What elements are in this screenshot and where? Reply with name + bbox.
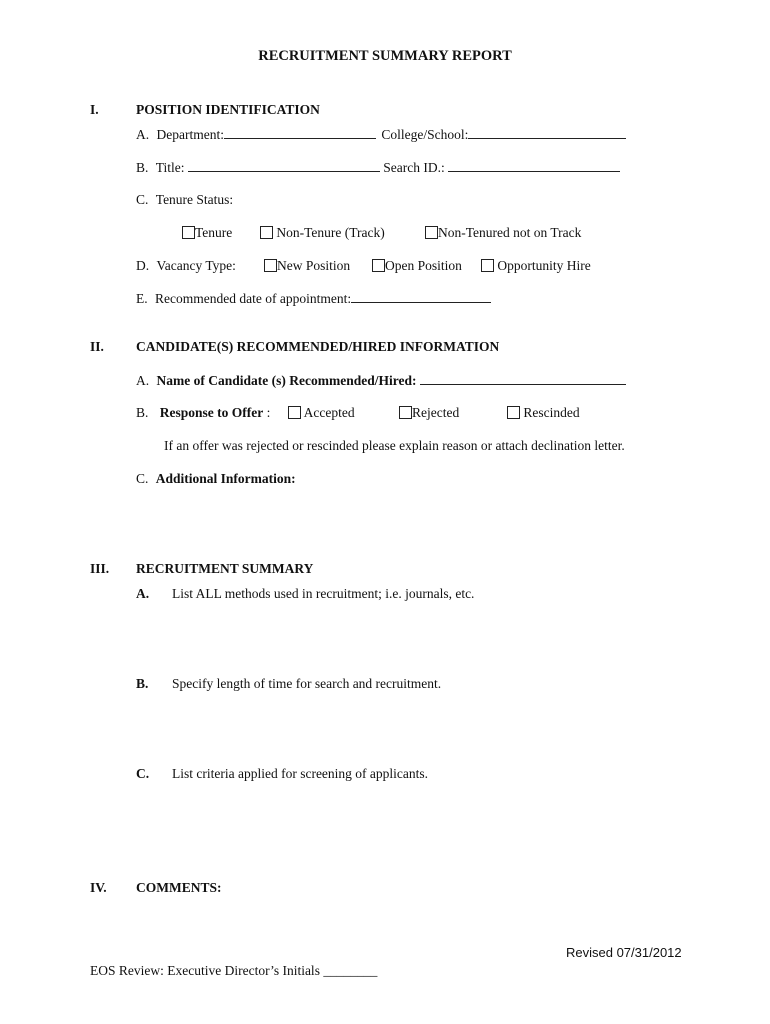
section-3-heading: RECRUITMENT SUMMARY: [136, 561, 314, 576]
offer-option-accepted[interactable]: [288, 405, 355, 421]
section-2-number: II.: [90, 339, 104, 354]
opportunity-hire-label: Opportunity Hire: [497, 258, 591, 273]
appointment-date-field[interactable]: [351, 290, 491, 303]
item-letter: E.: [136, 291, 148, 306]
item-letter: D.: [136, 258, 150, 273]
item-letter: A.: [136, 373, 150, 388]
screening-criteria-prompt: List criteria applied for screening of applicants.: [172, 766, 429, 781]
tenure-option-label: Tenure: [195, 225, 233, 240]
rescinded-label: Rescinded: [523, 405, 580, 420]
department-row: [136, 126, 626, 143]
item-letter: B.: [136, 676, 149, 691]
new-position-checkbox[interactable]: [264, 259, 277, 272]
department-field[interactable]: [224, 126, 376, 139]
vacancy-option-new-position[interactable]: [264, 258, 350, 274]
rescinded-checkbox[interactable]: [507, 406, 520, 419]
vacancy-option-opportunity-hire[interactable]: [481, 258, 591, 274]
offer-note: If an offer was rejected or rescinded please explain reason or attach declination letter.: [164, 438, 625, 453]
response-to-offer-label: Response to Offer: [159, 405, 264, 420]
vacancy-option-open-position[interactable]: [372, 258, 462, 274]
vacancy-type-label: Vacancy Type:: [156, 258, 236, 273]
search-id-label: Search ID.:: [383, 160, 445, 175]
tenure-status-row: [136, 192, 233, 208]
college-school-label: College/School:: [381, 127, 469, 142]
item-letter: B.: [136, 405, 149, 420]
non-tenured-not-on-track-checkbox[interactable]: [425, 226, 438, 239]
opportunity-hire-checkbox[interactable]: [481, 259, 494, 272]
appointment-date-row: [136, 290, 491, 307]
response-to-offer-row: [136, 405, 270, 421]
additional-info-row: [136, 471, 296, 487]
candidate-name-field[interactable]: [420, 372, 626, 385]
item-letter: B.: [136, 160, 149, 175]
offer-option-rejected[interactable]: [399, 405, 459, 421]
department-label: Department:: [156, 127, 224, 142]
title-row: [136, 159, 620, 176]
eos-review-initials: EOS Review: Executive Director’s Initials ________: [90, 963, 378, 978]
tenure-option-non-tenure-track[interactable]: [260, 225, 385, 241]
open-position-checkbox[interactable]: [372, 259, 385, 272]
candidate-name-row: [136, 372, 626, 389]
search-id-field[interactable]: [448, 159, 620, 172]
candidate-name-label: Name of Candidate (s) Recommended/Hired:: [156, 373, 417, 388]
title-label: Title:: [155, 160, 185, 175]
item-letter: C.: [136, 766, 150, 781]
section-1-number: I.: [90, 102, 99, 117]
section-4-number: IV.: [90, 880, 107, 895]
section-4-heading: COMMENTS:: [136, 880, 222, 895]
accepted-checkbox[interactable]: [288, 406, 301, 419]
tenure-option-tenure[interactable]: [182, 225, 232, 241]
recruitment-methods-prompt: List ALL methods used in recruitment; i.e. journals, etc.: [172, 586, 475, 601]
additional-info-label: Additional Information:: [155, 471, 296, 486]
section-3-number: III.: [90, 561, 110, 576]
new-position-label: New Position: [277, 258, 351, 273]
item-letter: C.: [136, 192, 149, 207]
vacancy-type-row: [136, 258, 236, 274]
revised-date: Revised 07/31/2012: [566, 945, 682, 960]
tenure-checkbox[interactable]: [182, 226, 195, 239]
page-title: RECRUITMENT SUMMARY REPORT: [258, 48, 512, 64]
college-school-field[interactable]: [468, 126, 626, 139]
item-letter: C.: [136, 471, 149, 486]
non-tenure-track-label: Non-Tenure (Track): [276, 225, 385, 240]
section-1-heading: POSITION IDENTIFICATION: [136, 102, 320, 117]
tenure-status-label: Tenure Status:: [155, 192, 234, 207]
open-position-label: Open Position: [385, 258, 462, 273]
non-tenure-track-checkbox[interactable]: [260, 226, 273, 239]
rejected-label: Rejected: [412, 405, 460, 420]
offer-option-rescinded[interactable]: [507, 405, 580, 421]
item-letter: A.: [136, 586, 150, 601]
non-tenured-not-on-track-label: Non-Tenured not on Track: [438, 225, 582, 240]
rejected-checkbox[interactable]: [399, 406, 412, 419]
colon: :: [266, 405, 271, 420]
search-length-prompt: Specify length of time for search and recruitment.: [172, 676, 442, 691]
item-letter: A.: [136, 127, 150, 142]
title-field[interactable]: [188, 159, 380, 172]
tenure-option-non-tenured-not-on-track[interactable]: [425, 225, 581, 241]
section-2-heading: CANDIDATE(S) RECOMMENDED/HIRED INFORMATION: [136, 339, 500, 354]
accepted-label: Accepted: [303, 405, 355, 420]
appointment-date-label: Recommended date of appointment:: [155, 291, 352, 306]
